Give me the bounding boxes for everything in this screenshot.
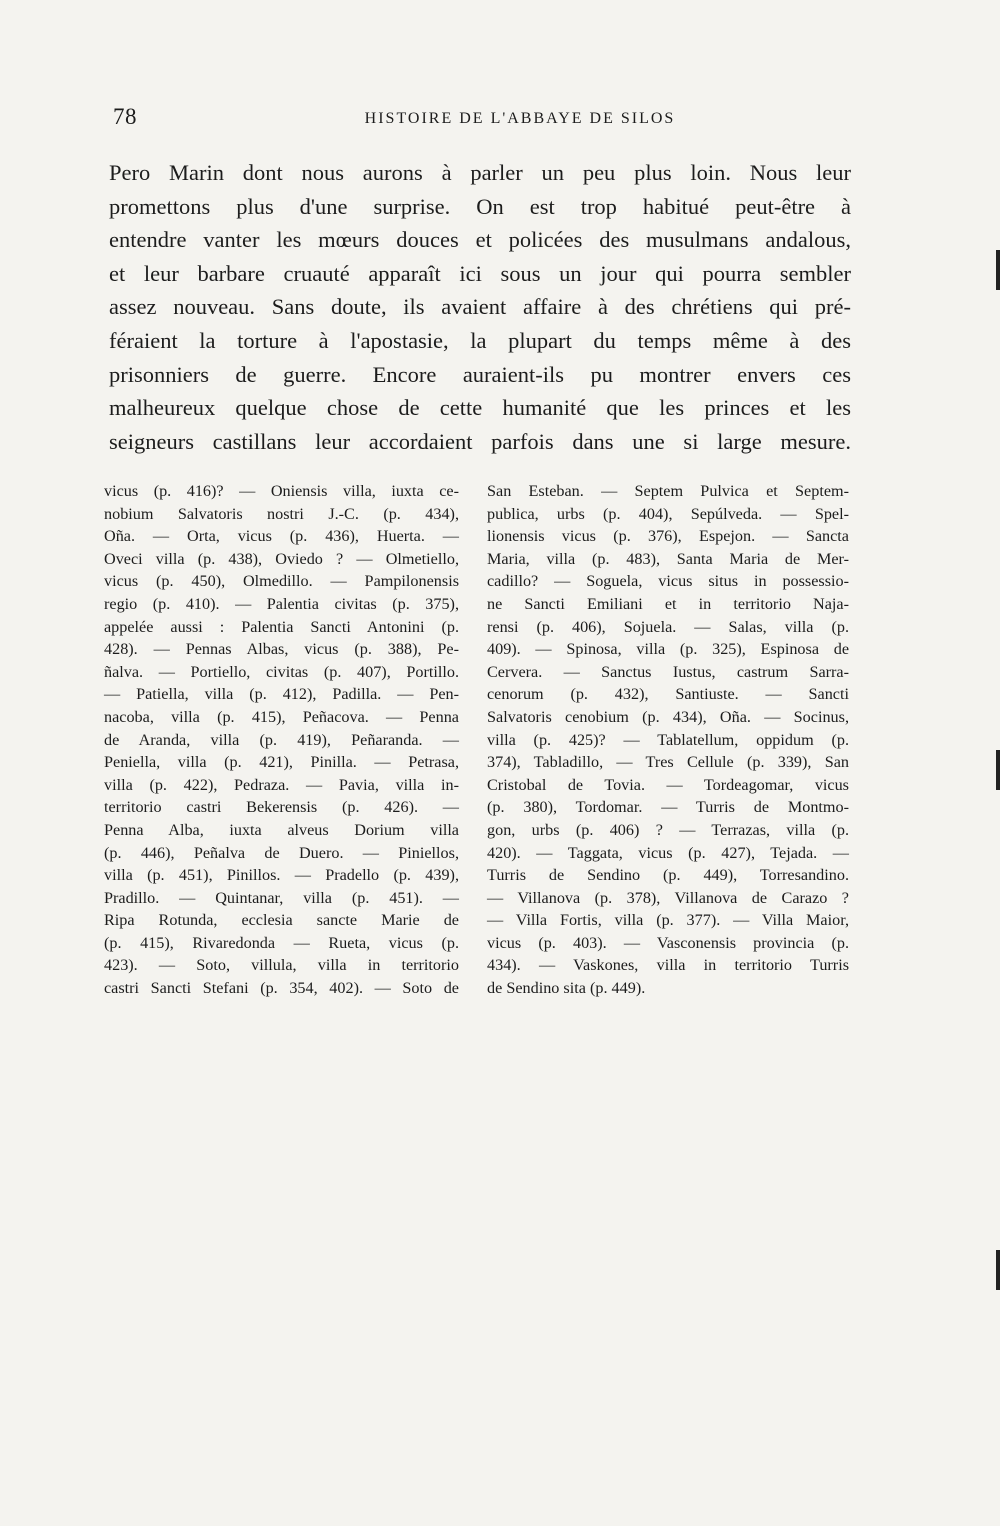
index-column-right [487,480,849,1000]
body-line: malheureux quelque chose de cette humanité que les princes et les [109,395,851,421]
body-line: promettons plus d'une surprise. On est trop habitué peut-être à [109,193,851,219]
index-line: Cristobal de Tovia. — Tordeagomar, vicus [487,775,849,794]
index-line: castri Sancti Stefani (p. 354, 402). — Soto de [104,979,459,998]
index-line: rensi (p. 406), Sojuela. — Salas, villa (p. [487,617,849,636]
index-line: Peniella, villa (p. 421), Pinilla. — Petrasa, [104,753,459,772]
index-line: San Esteban. — Septem Pulvica et Septem- [487,482,849,500]
index-line: appelée aussi : Palentia Sancti Antonini (p. [104,617,459,636]
index-line: Pradillo. — Quintanar, villa (p. 451). — [104,888,459,907]
body-line: assez nouveau. Sans doute, ils avaient affaire à des chrétiens qui pré- [109,294,851,320]
index-line: Maria, villa (p. 483), Santa Maria de Mer- [487,549,849,568]
index-line: vicus (p. 403). — Vasconensis provincia (p. [487,933,849,952]
index-line: nacoba, villa (p. 415), Peñacova. — Penna [104,707,459,726]
index-line: villa (p. 451), Pinillos. — Pradello (p. 439), [104,866,459,885]
scan-edge-mark [996,250,1000,290]
index-column-left [104,480,459,1000]
index-line: Penna Alba, iuxta alveus Dorium villa [104,820,459,839]
index-line: lionensis vicus (p. 376), Espejon. — Sancta [487,527,849,546]
scan-edge-mark [996,1250,1000,1290]
index-line: 420). — Taggata, vicus (p. 427), Tejada. — [487,843,849,862]
index-line: (p. 446), Peñalva de Duero. — Piniellos, [104,843,459,862]
index-line: 434). — Vaskones, villa in territorio Turris [487,956,849,975]
body-line: et leur barbare cruauté apparaît ici sous un jour qui pourra sembler [109,260,851,286]
index-line: — Villanova (p. 378), Villanova de Carazo ? [487,888,849,907]
index-line: Turris de Sendino (p. 449), Torresandino. [487,866,849,885]
index-line: 409). — Spinosa, villa (p. 325), Espinosa de [487,640,849,659]
body-line: Pero Marin dont nous aurons à parler un peu plus loin. Nous leur [109,160,851,185]
body-line: féraient la torture à l'apostasie, la plupart du temps même à des [109,327,851,353]
index-line: de Aranda, villa (p. 419), Peñaranda. — [104,730,459,749]
index-line: 374), Tabladillo, — Tres Cellule (p. 339), San [487,753,849,772]
index-line: villa (p. 422), Pedraza. — Pavia, villa in- [104,775,459,794]
index-line: cenorum (p. 432), Santiuste. — Sancti [487,685,849,704]
body-line: entendre vanter les mœurs douces et policées des musulmans andalous, [109,227,851,253]
index-line: vicus (p. 416)? — Oniensis villa, iuxta ce- [104,482,459,500]
index-line: regio (p. 410). — Palentia civitas (p. 375), [104,594,459,613]
index-line: territorio castri Bekerensis (p. 426). — [104,798,459,817]
index-line: — Villa Fortis, villa (p. 377). — Villa Maior, [487,911,849,930]
index-line: nobium Salvatoris nostri J.-C. (p. 434), [104,504,459,523]
index-line: vicus (p. 450), Olmedillo. — Pampilonensis [104,572,459,591]
index-line: gon, urbs (p. 406) ? — Terrazas, villa (p. [487,820,849,839]
index-line: ne Sancti Emiliani et in territorio Naja- [487,594,849,613]
index-line: (p. 380), Tordomar. — Turris de Montmo- [487,798,849,817]
index-line: Oña. — Orta, vicus (p. 436), Huerta. — [104,527,459,546]
index-line: de Sendino sita (p. 449). [487,979,646,998]
index-line: Cervera. — Sanctus Iustus, castrum Sarra- [487,662,849,681]
index-line: cadillo? — Soguela, vicus situs in possessio- [487,572,849,591]
scan-edge-mark [996,750,1000,790]
index-line: (p. 415), Rivaredonda — Rueta, vicus (p. [104,933,459,952]
body-paragraph [109,156,851,458]
index-line: villa (p. 425)? — Tablatellum, oppidum (p. [487,730,849,749]
index-line: Oveci villa (p. 438), Oviedo ? — Olmetiello, [104,549,459,568]
index-line: — Patiella, villa (p. 412), Padilla. — Pen- [104,685,459,704]
index-line: publica, urbs (p. 404), Sepúlveda. — Spel- [487,504,849,523]
index-line: Salvatoris cenobium (p. 434), Oña. — Socinus, [487,707,849,726]
index-line: Ripa Rotunda, ecclesia sancte Marie de [104,911,459,930]
index-line: 423). — Soto, villula, villa in territorio [104,956,459,975]
running-head: HISTOIRE DE L'ABBAYE DE SILOS [364,110,676,127]
body-line: prisonniers de guerre. Encore auraient-ils pu montrer envers ces [109,361,851,387]
index-line: ñalva. — Portiello, civitas (p. 407), Portillo. [104,662,459,681]
page-number: 78 [113,104,137,129]
body-line: seigneurs castillans leur accordaient parfois dans une si large mesure. [109,428,851,454]
index-line: 428). — Pennas Albas, vicus (p. 388), Pe- [104,640,459,659]
